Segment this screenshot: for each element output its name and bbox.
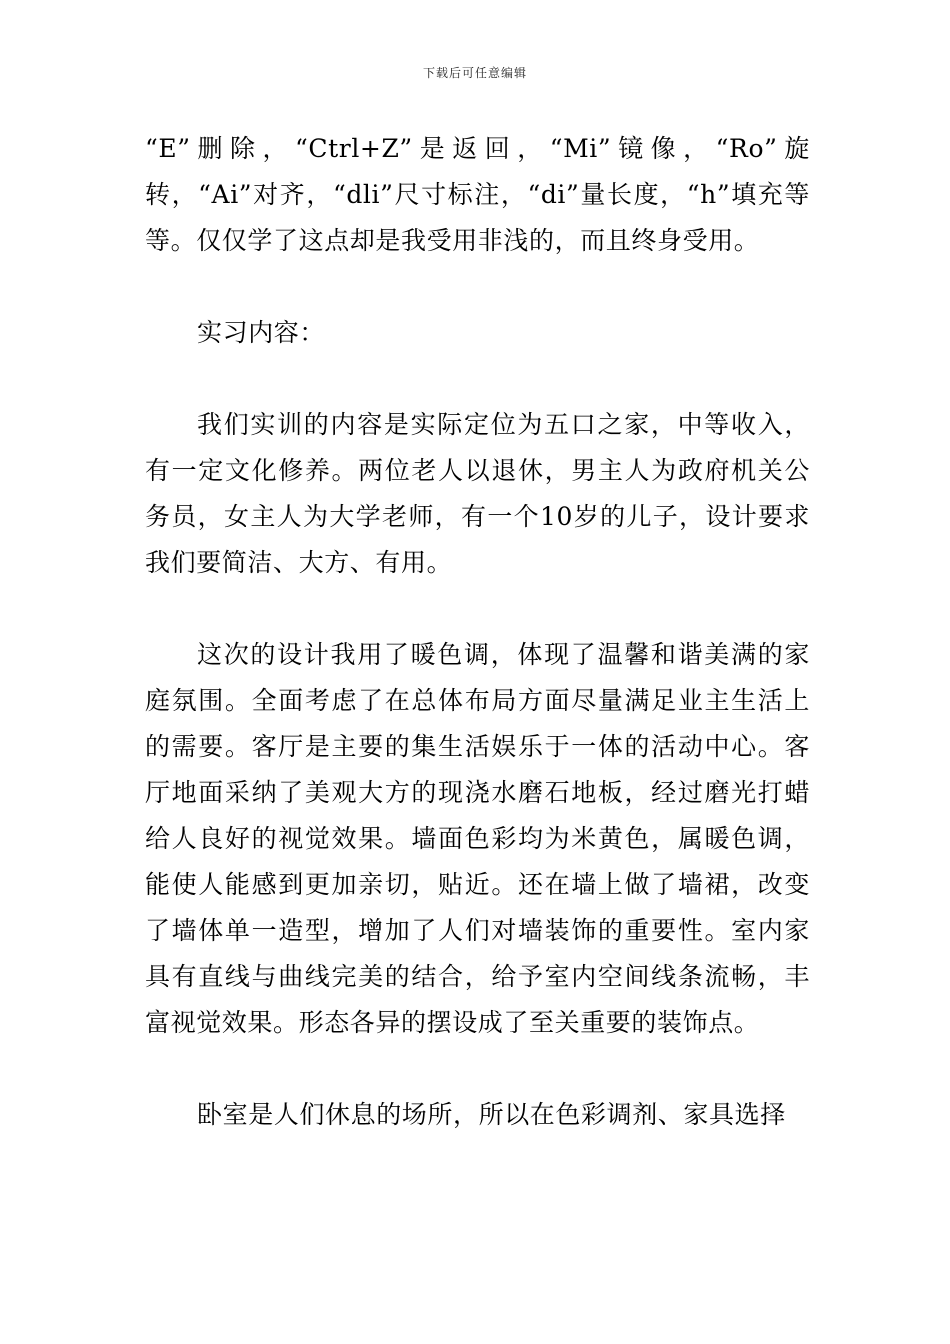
paragraph-design-description: 这次的设计我用了暖色调，体现了温馨和谐美满的家庭氛围。全面考虑了在总体布局方面尽量满足业主生活上的需要。客厅是主要的集生活娱乐于一体的活动中心。客厅地面采纳了美观大方的现浇水磨石地板，经过磨光打蜡给人良好的视觉效果。墙面色彩均为米黄色，属暖色调，能使人能感到更加亲切，贴近。还在墙上做了墙裙，改变了墙体单一造型，增加了人们对墙装饰的重要性。室内家具有直线与曲线完美的结合，给予室内空间线条流畅，丰富视觉效果。形态各异的摆设成了至关重要的装饰点。: [145, 640, 810, 1037]
paragraph-bedroom: 卧室是人们休息的场所，所以在色彩调剂、家具选择: [197, 1100, 786, 1129]
paragraph-gap: [145, 264, 810, 310]
paragraph-training-content: 我们实训的内容是实际定位为五口之家，中等收入，有一定文化修养。两位老人以退休，男主人为政府机关公务员，女主人为大学老师，有一个10岁的儿子，设计要求我们要简洁、大方、有用。: [145, 410, 810, 577]
section-heading-internship-content: 实习内容：: [197, 318, 326, 347]
paragraph-gap: [145, 1046, 810, 1092]
document-body: [145, 126, 810, 1138]
paragraph-cad-shortcuts: “E”删除，“Ctrl+Z”是返回，“Mi”镜像，“Ro”旋转，“Ai”对齐，“dli”尺寸标注，“di”量长度，“h”填充等等。仅仅学了这点却是我受用非浅的，而且终身受用。: [145, 134, 810, 255]
header-note: 下载后可任意编辑: [422, 66, 527, 80]
paragraph-gap: [145, 586, 810, 632]
paragraph-gap: [145, 356, 810, 402]
